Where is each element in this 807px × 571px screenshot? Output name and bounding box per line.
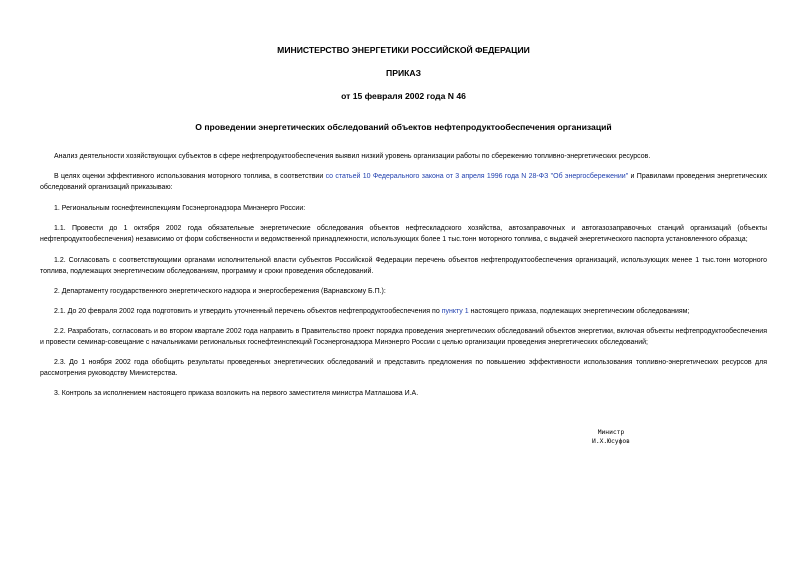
- paragraph-purpose-text-a: В целях оценки эффективного использования моторного топлива, в соответствии: [54, 173, 326, 180]
- paragraph-item-2: 2. Департаменту государственного энергетического надзора и энергосбережения (Варнавскому Б.П.):: [54, 288, 386, 295]
- paragraph-item-2-1: [40, 307, 767, 318]
- paragraph-item-1-2: 1.2. Согласовать с соответствующими органами исполнительной власти субъектов Российской Федерации перечень объектов нефтепродуктообеспечения организаций, использующих менее 1 тыс.тонн моторного топлива, подлежащих энергетическим обследованиям, программу и сроки проведения обследований.: [40, 257, 767, 275]
- paragraph-item-2-2: 2.2. Разработать, согласовать и во втором квартале 2002 года направить в Правительство проект порядка проведения энергетических обследований объектов энергетики, включая объекты нефтепродуктообеспечения и провести семинар-совещание с начальниками региональных госнефтеинспекций Госэнергонадзора Минэнерго России с целью организации проведения энергетических обследований;: [40, 328, 767, 346]
- signature-block: [581, 429, 641, 446]
- paragraph-purpose-text-b: и Правилами проведения энергетических обследований организаций приказываю:: [40, 173, 768, 191]
- paragraph-item-1-1: 1.1. Провести до 1 октября 2002 года обязательные энергетические обследования объектов нефтескладского хозяйства, автозаправочных и автогазозаправочных станций организаций (объекты нефтепродуктообеспечения) независимо от форм собственности и ведомственной принадлежности, использующих более 1 тыс.тонн моторного топлива, с выдачей энергетического паспорта установленного образца;: [40, 225, 767, 243]
- paragraph-purpose: [40, 172, 767, 193]
- paragraph-item-3: 3. Контроль за исполнением настоящего приказа возложить на первого заместителя министра Матлашова И.А.: [54, 390, 419, 397]
- doc-type-heading: ПРИКАЗ: [386, 68, 421, 78]
- point-1-link[interactable]: пункту 1: [441, 308, 469, 315]
- signature-name: И.Х.Юсуфов: [592, 437, 630, 445]
- law-article-link[interactable]: со статьей 10 Федерального закона от 3 апреля 1996 года N 28-ФЗ "Об энергосбережении": [325, 173, 629, 180]
- paragraph-analysis: Анализ деятельности хозяйствующих субъектов в сфере нефтепродуктообеспечения выявил низкий уровень организации работы по сбережению топливно-энергетических ресурсов.: [54, 153, 651, 160]
- signature-position: Министр: [597, 429, 625, 436]
- paragraph-item-2-1-text-a: 2.1. До 20 февраля 2002 года подготовить и утвердить уточненный перечень объектов нефтепродуктообеспечения по: [54, 308, 442, 315]
- paragraph-item-1: 1. Региональным госнефтеинспекциям Госэнергонадзора Минэнерго России:: [54, 205, 306, 212]
- ministry-title: МИНИСТЕРСТВО ЭНЕРГЕТИКИ РОССИЙСКОЙ ФЕДЕРАЦИИ: [277, 45, 530, 55]
- subject-heading: О проведении энергетических обследований объектов нефтепродуктообеспечения организаций: [195, 122, 612, 132]
- paragraph-item-2-3: 2.3. До 1 ноября 2002 года обобщить результаты проведенных энергетических обследований и представить предложения по повышению эффективности использования топливно-энергетических ресурсов для рассмотрения руководству Министерства.: [40, 359, 767, 377]
- paragraph-item-2-1-text-b: настоящего приказа, подлежащих энергетическим обследованиям;: [468, 308, 690, 315]
- date-number-heading: от 15 февраля 2002 года N 46: [341, 91, 466, 101]
